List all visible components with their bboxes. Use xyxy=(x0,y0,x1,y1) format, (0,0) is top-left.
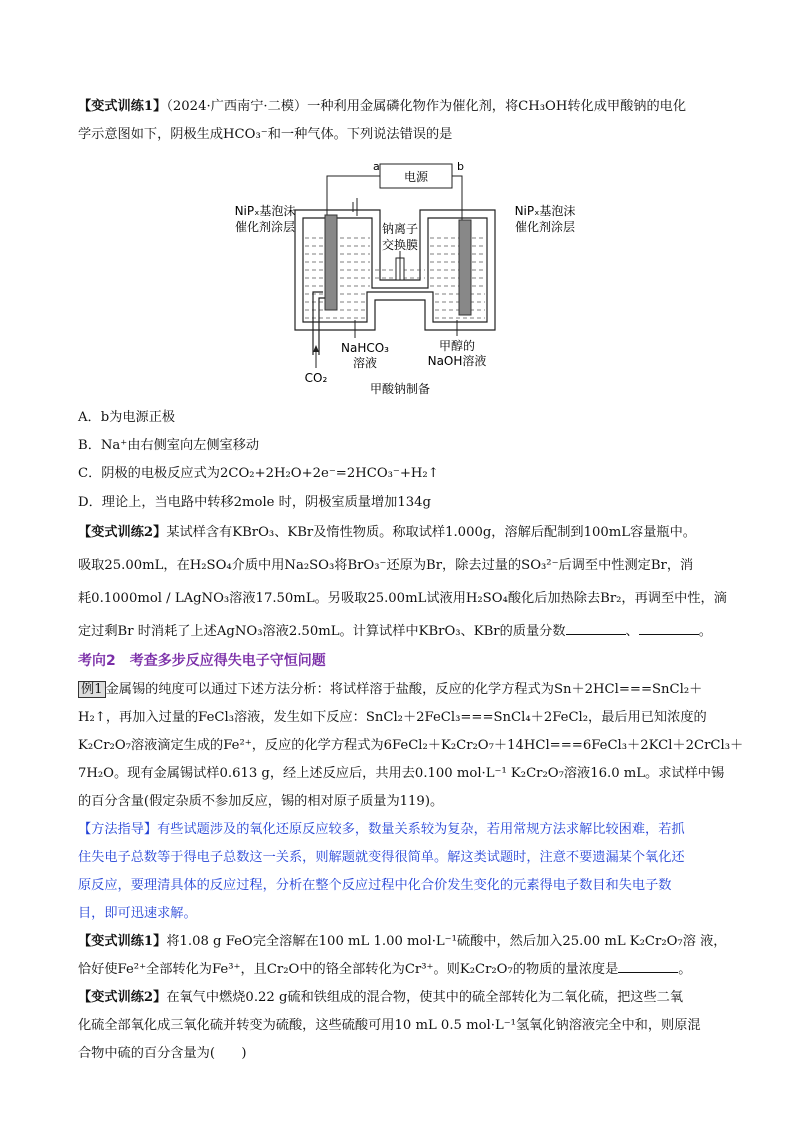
exercise-2-line-3: 耗0.1000mol / LAgNO₃溶液17.50mL。另吸取25.00mL试液用H₂SO₄酸化后加热除去Br₂，再调至中性，滴 xyxy=(78,591,727,606)
membrane-label-2: 交换膜 xyxy=(381,238,419,252)
right-solution-label-2: NaOH溶液 xyxy=(427,354,487,368)
section-heading: 考向2 考查多步反应得失电子守恒问题 xyxy=(78,653,326,669)
example-1-line-3: K₂Cr₂O₇溶液滴定生成的Fe²⁺，反应的化学方程式为6FeCl₂＋K₂Cr₂O₇＋14HCl===6FeCl₃＋2KCl＋2CrCl₃＋ xyxy=(78,738,744,753)
left-electrode xyxy=(325,215,337,310)
example-1-line-2: H₂↑，再加入过量的FeCl₃溶液，发生如下反应：SnCl₂＋2FeCl₃===SnCl₄＋2FeCl₂，最后用已知浓度的 xyxy=(78,710,707,725)
method-line-4: 目，即可迅速求解。 xyxy=(78,906,197,921)
exercise-1-line-1: 【变式训练1】（2024·广西南宁·二模）一种利用金属磷化物作为催化剂，将CH₃OH转化成甲酸钠的电化 xyxy=(78,99,687,114)
example-1-line-5: 的百分含量(假定杂质不参加反应，锡的相对原子质量为119)。 xyxy=(78,794,444,809)
exercise-2-line-2: 吸取25.00mL，在H₂SO₄介质中用Na₂SO₃将BrO₃⁻还原为Br，除去过量的SO₃²⁻后调至中性测定Br，消 xyxy=(78,558,694,573)
option-c: C．阴极的电极反应式为2CO₂+2H₂O+2e⁻=2HCO₃⁻+H₂↑ xyxy=(78,466,439,481)
example-1-line-4: 7H₂O。现有金属锡试样0.613 g，经上述反应后，共用去0.100 mol·L⁻¹ K₂Cr₂O₇溶液16.0 mL。求试样中锡 xyxy=(78,766,725,781)
right-electrode xyxy=(459,220,471,315)
co2-arrow-icon xyxy=(313,345,319,352)
left-electrode-label-2: 催化剂涂层 xyxy=(234,220,296,234)
exercise-2-line-1: 【变式训练2】某试样含有KBrO₃、KBr及惰性物质。称取试样1.000g，溶解后配制到100mL容量瓶中。 xyxy=(78,525,696,540)
left-electrode-label-1: NiPₓ基泡沫 xyxy=(234,204,296,218)
terminal-a-label: a xyxy=(373,160,380,173)
option-a: A．b为电源正极 xyxy=(78,410,176,425)
exercise-4-line-3: 合物中硫的百分含量为( ) xyxy=(78,1046,247,1061)
exercise-1-label: 【变式训练1】 xyxy=(78,99,167,114)
method-line-3: 原反应，要理清具体的反应过程，分析在整个反应过程中化合价发生变化的元素得电子数目和失电子数 xyxy=(78,878,672,893)
power-source-label: 电源 xyxy=(403,170,429,184)
example-1-line-1: 例1 金属锡的纯度可以通过下述方法分析：将试样溶于盐酸，反应的化学方程式为Sn＋2HCl===SnCl₂＋ xyxy=(78,680,728,700)
left-solution-label-1: NaHCO₃ xyxy=(341,341,389,355)
option-d: D．理论上，当电路中转移2mole 时，阴极室质量增加134g xyxy=(78,495,431,510)
exercise-2-line-4: 定过剩Br 时消耗了上述AgNO₃溶液2.50mL。计算试样中KBrO₃、KBr的质量分数 、 。 xyxy=(78,624,712,639)
exercise-4-label: 【变式训练2】 xyxy=(78,990,167,1005)
exercise-3-line-2: 恰好使Fe²⁺全部转化为Fe³⁺，且Cr₂O中的铬全部转化为Cr³⁺。则K₂Cr₂O₇的物质的量浓度是 。 xyxy=(78,962,692,977)
method-line-2: 住失电子总数等于得电子总数这一关系，则解题就变得很简单。解这类试题时，注意不要遗漏某个氧化还 xyxy=(78,850,685,865)
electrolysis-diagram xyxy=(195,160,615,400)
answer-blank-2[interactable] xyxy=(639,622,699,635)
exercise-4-line-2: 化硫全部氧化成三氧化硫并转变为硫酸，这些硫酸可用10 mL 0.5 mol·L⁻¹氢氧化钠溶液完全中和，则原混 xyxy=(78,1018,701,1033)
diagram-caption: 甲酸钠制备 xyxy=(369,382,431,396)
right-electrode-label-2: 催化剂涂层 xyxy=(514,220,576,234)
co2-label: CO₂ xyxy=(304,371,328,385)
exercise-2-label: 【变式训练2】 xyxy=(78,525,167,540)
membrane-label-1: 钠离子 xyxy=(381,222,419,236)
right-wire xyxy=(452,176,462,220)
right-solution-label-1: 甲醇的 xyxy=(438,339,476,353)
exercise-3-line-1: 【变式训练1】将1.08 g FeO完全溶解在100 mL 1.00 mol·L⁻¹硫酸中，然后加入25.00 mL K₂Cr₂O₇溶 液， xyxy=(78,934,727,949)
exercise-1-line-2: 学示意图如下，阴极生成HCO₃⁻和一种气体。下列说法错误的是 xyxy=(78,127,453,142)
example-1-label: 例1 xyxy=(78,681,106,698)
method-line-1: 【方法指导】有些试题涉及的氧化还原反应较多，数量关系较为复杂，若用常规方法求解比较困难，若抓 xyxy=(78,822,685,837)
option-b: B．Na⁺由右侧室向左侧室移动 xyxy=(78,438,260,453)
answer-blank-1[interactable] xyxy=(566,622,626,635)
exercise-3-label: 【变式训练1】 xyxy=(78,934,167,949)
right-electrode-label-1: NiPₓ基泡沫 xyxy=(514,204,576,218)
left-solution-label-2: 溶液 xyxy=(352,356,378,370)
co2-inlet-tube xyxy=(313,292,323,355)
answer-blank-3[interactable] xyxy=(618,960,678,973)
terminal-b-label: b xyxy=(457,160,464,173)
exercise-4-line-1: 【变式训练2】在氧气中燃烧0.22 g硫和铁组成的混合物，使其中的硫全部转化为二氧化硫，把这些二氧 xyxy=(78,990,684,1005)
